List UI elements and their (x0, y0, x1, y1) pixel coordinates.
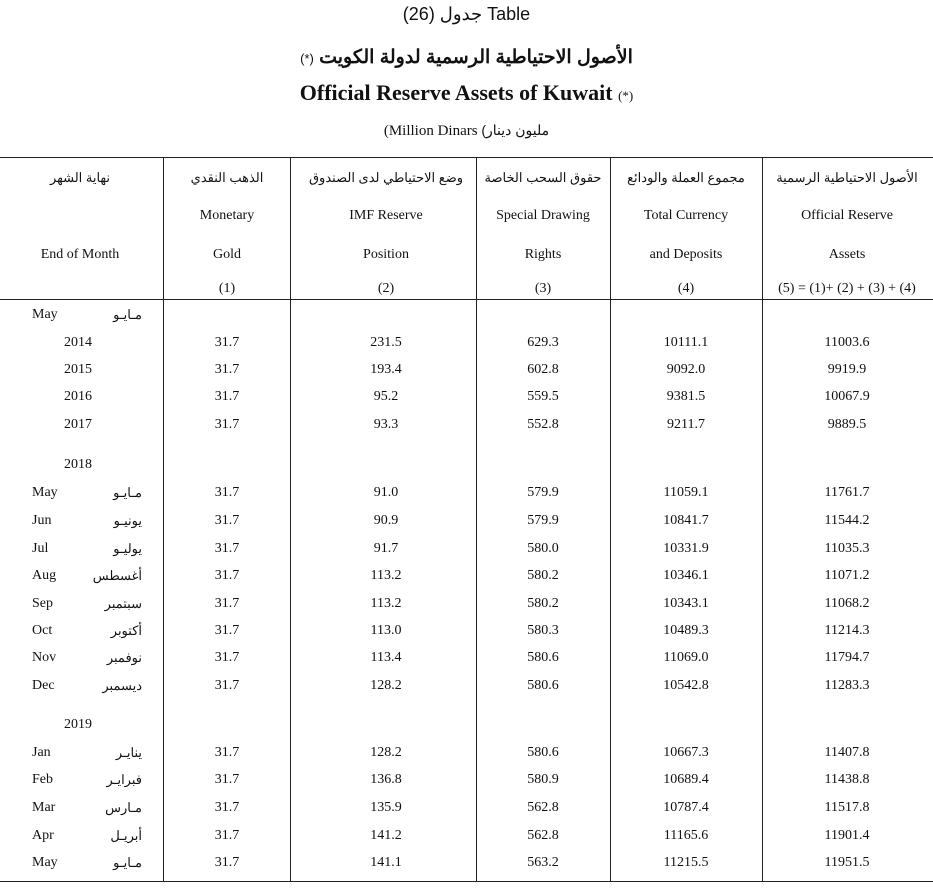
table-cell: 113.2 (370, 596, 402, 611)
column-header-arabic: نهاية الشهر (49, 170, 111, 185)
table-cell: 580.0 (527, 541, 559, 556)
table-cell: 31.7 (214, 650, 240, 665)
table-cell: 31.7 (214, 800, 240, 815)
column-header-number: (4) (677, 281, 695, 296)
table-cell: 31.7 (214, 362, 240, 377)
table-cell: 11068.2 (824, 596, 870, 611)
table-cell: 31.7 (214, 485, 240, 500)
month-english: Jan (32, 745, 51, 760)
table-cell: 31.7 (214, 745, 240, 760)
table-cell: 31.7 (214, 568, 240, 583)
table-cell: 11901.4 (824, 828, 870, 843)
month-arabic: يوليـو (113, 541, 142, 556)
table-cell: 562.8 (527, 800, 559, 815)
table-cell: 10689.4 (663, 772, 709, 787)
table-number: جدول (26) Table (402, 4, 531, 24)
table-cell: 113.0 (370, 623, 402, 638)
table-cell: 579.9 (527, 513, 559, 528)
year-label: 2019 (64, 717, 92, 732)
table-cell: 128.2 (370, 678, 402, 693)
table-cell: 563.2 (527, 855, 559, 870)
table-cell: 580.6 (527, 678, 559, 693)
table-cell: 9211.7 (667, 417, 705, 432)
arabic-title (0, 46, 933, 69)
table-cell: 9092.0 (666, 362, 706, 377)
month-arabic: ديسمبر (102, 678, 142, 693)
units-arabic: مليون دينار) (481, 122, 550, 138)
units-english: (Million Dinars (383, 123, 478, 139)
month-english: Jun (32, 513, 52, 528)
table-cell: 136.8 (370, 772, 402, 787)
month-arabic: أبريـل (110, 828, 142, 843)
table-cell: 93.3 (373, 417, 399, 432)
table-cell: 95.2 (373, 389, 399, 404)
english-title-footnote-mark: (*) (618, 88, 634, 103)
table-cell: 91.7 (373, 541, 399, 556)
column-header-english: Total Currency (643, 208, 729, 223)
month-english: May (32, 855, 58, 870)
table-cell: 11544.2 (824, 513, 870, 528)
table-cell: 10489.3 (663, 623, 709, 638)
column-header-english: IMF Reserve (349, 208, 423, 223)
column-header-arabic: مجموع العملة والودائع (627, 170, 745, 185)
table-cell: 135.9 (370, 800, 402, 815)
column-header-english-line2: and Deposits (649, 247, 723, 262)
table-cell: 10841.7 (663, 513, 709, 528)
month-english: Aug (32, 568, 57, 583)
column-header-english: End of Month (40, 247, 120, 262)
arabic-title-footnote-mark: (*) (300, 51, 314, 66)
column-header-english: Monetary (199, 208, 255, 223)
table-cell: 9889.5 (827, 417, 867, 432)
table-cell: 11407.8 (824, 745, 870, 760)
month-english: Nov (32, 650, 57, 665)
table-cell: 11214.3 (824, 623, 870, 638)
table-cell: 580.2 (527, 568, 559, 583)
table-bottom-rule (0, 881, 933, 882)
month-arabic: نوفمبر (106, 650, 142, 665)
table-cell: 31.7 (214, 389, 240, 404)
table-cell: 10542.8 (663, 678, 709, 693)
table-cell: 113.2 (370, 568, 402, 583)
table-cell: 11438.8 (824, 772, 870, 787)
table-cell: 552.8 (527, 417, 559, 432)
table-cell: 580.3 (527, 623, 559, 638)
table-cell: 90.9 (373, 513, 399, 528)
table-cell: 11059.1 (663, 485, 709, 500)
table-cell: 113.4 (370, 650, 402, 665)
month-english: Dec (32, 678, 55, 693)
column-header-arabic: الأصول الاحتياطية الرسمية (776, 170, 918, 185)
column-header-arabic: حقوق السحب الخاصة (484, 170, 602, 185)
table-cell: 10667.3 (663, 745, 709, 760)
year-label: 2016 (64, 389, 92, 404)
table-cell: 11215.5 (663, 855, 709, 870)
table-cell: 31.7 (214, 335, 240, 350)
month-arabic: أكتوبر (110, 623, 142, 638)
table-cell: 11003.6 (824, 335, 870, 350)
table-cell: 31.7 (214, 541, 240, 556)
table-cell: 11283.3 (824, 678, 870, 693)
month-english: May (32, 485, 58, 500)
column-header-number: (5) = (1)+ (2) + (3) + (4) (778, 281, 916, 296)
table-cell: 31.7 (214, 417, 240, 432)
year-label: 2018 (64, 457, 92, 472)
table-cell: 580.9 (527, 772, 559, 787)
column-header-number: (3) (534, 281, 552, 296)
table-cell: 602.8 (527, 362, 559, 377)
header-bottom-rule (0, 299, 933, 300)
table-cell: 11951.5 (824, 855, 870, 870)
year-label: 2014 (64, 335, 92, 350)
table-cell: 193.4 (370, 362, 402, 377)
table-cell: 580.2 (527, 596, 559, 611)
table-cell: 580.6 (527, 745, 559, 760)
english-title (0, 80, 933, 106)
table-cell: 579.9 (527, 485, 559, 500)
column-header-number: (1) (218, 281, 236, 296)
table-cell: 9381.5 (666, 389, 706, 404)
table-cell: 31.7 (214, 772, 240, 787)
table-cell: 562.8 (527, 828, 559, 843)
table-cell: 559.5 (527, 389, 559, 404)
table-cell: 231.5 (370, 335, 402, 350)
column-header-number: (2) (377, 281, 395, 296)
column-header-english-line2: Gold (213, 247, 241, 262)
table-cell: 128.2 (370, 745, 402, 760)
table-cell: 11794.7 (824, 650, 870, 665)
table-cell: 9919.9 (827, 362, 867, 377)
month-arabic: يونيـو (113, 513, 142, 528)
table-cell: 31.7 (214, 596, 240, 611)
month-arabic: مـايـو (113, 307, 142, 322)
column-divider (290, 157, 291, 881)
table-cell: 31.7 (214, 513, 240, 528)
month-arabic: مـارس (105, 800, 142, 815)
table-cell: 91.0 (373, 485, 399, 500)
month-arabic: سبتمبر (104, 596, 142, 611)
units-line (0, 122, 933, 140)
table-top-rule (0, 157, 933, 158)
year-label: 2015 (64, 362, 92, 377)
column-header-english-line2: Position (363, 247, 409, 262)
table-cell: 10343.1 (663, 596, 709, 611)
column-header-english: Special Drawing (496, 208, 590, 223)
table-cell: 10787.4 (663, 800, 709, 815)
column-header-arabic: وضع الاحتياطي لدى الصندوق (308, 170, 464, 185)
year-label: 2017 (64, 417, 92, 432)
table-cell: 31.7 (214, 678, 240, 693)
column-header-arabic: الذهب النقدي (190, 170, 264, 185)
table-cell: 580.6 (527, 650, 559, 665)
column-header-english-line2: Assets (828, 247, 866, 262)
table-cell: 11071.2 (824, 568, 870, 583)
month-english: Oct (32, 623, 53, 638)
table-cell: 31.7 (214, 828, 240, 843)
table-cell: 11761.7 (824, 485, 870, 500)
table-cell: 10331.9 (663, 541, 709, 556)
month-english: Feb (32, 772, 53, 787)
month-arabic: مـايـو (113, 485, 142, 500)
table-cell: 10067.9 (824, 389, 870, 404)
table-cell: 11035.3 (824, 541, 870, 556)
table-cell: 11165.6 (663, 828, 709, 843)
month-arabic: مـايـو (113, 855, 142, 870)
table-cell: 11517.8 (824, 800, 870, 815)
month-english: Jul (32, 541, 49, 556)
column-header-english: Official Reserve (801, 208, 893, 223)
column-header-english-line2: Rights (524, 247, 562, 262)
table-cell: 31.7 (214, 623, 240, 638)
month-arabic: ينايـر (115, 745, 142, 760)
table-cell: 31.7 (214, 855, 240, 870)
month-english: Mar (32, 800, 56, 815)
table-cell: 629.3 (527, 335, 559, 350)
arabic-title-text: الأصول الاحتياطية الرسمية لدولة الكويت (319, 47, 633, 68)
table-cell: 141.2 (370, 828, 402, 843)
month-arabic: فبرايـر (106, 772, 142, 787)
table-cell: 11069.0 (663, 650, 709, 665)
table-cell: 10346.1 (663, 568, 709, 583)
table-cell: 10111.1 (663, 335, 709, 350)
month-english: Apr (32, 828, 54, 843)
month-english: Sep (32, 596, 53, 611)
table-cell: 141.1 (370, 855, 402, 870)
month-english: May (32, 307, 58, 322)
month-arabic: أغسطس (92, 568, 142, 583)
english-title-text: Official Reserve Assets of Kuwait (299, 80, 613, 105)
